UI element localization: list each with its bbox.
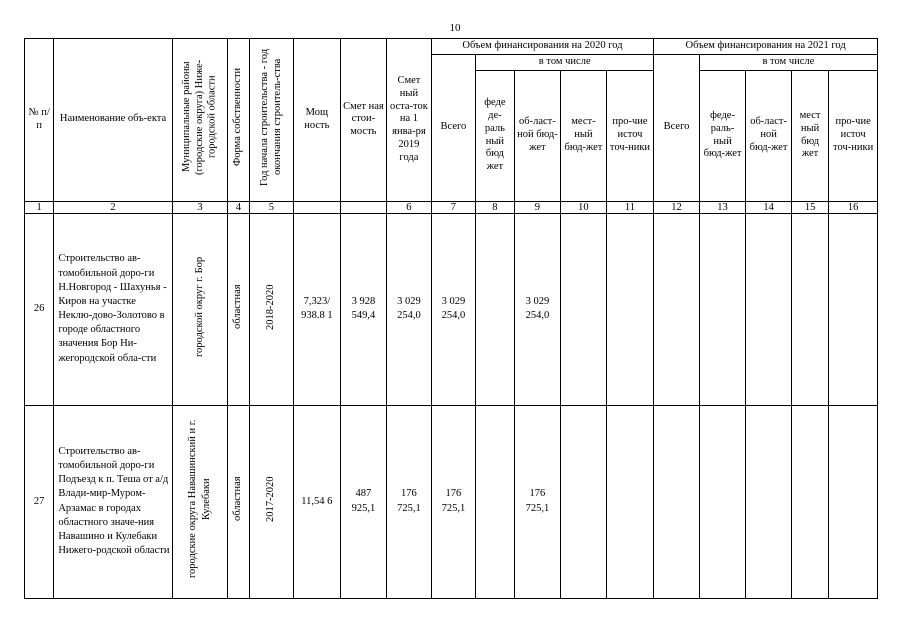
row-remaining: 176 725,1 <box>387 405 432 598</box>
col-number: 11 <box>606 201 654 213</box>
col-number: 13 <box>699 201 746 213</box>
header-total-2021: Всего <box>654 54 700 201</box>
header-local-2020: мест-ный бюд-жет <box>561 70 607 201</box>
header-name: Наименование объ-екта <box>54 39 172 202</box>
row-years: 2017-2020 <box>249 405 294 598</box>
col-number: 6 <box>387 201 432 213</box>
header-num: № п/п <box>25 39 54 202</box>
row-num: 27 <box>25 405 54 598</box>
col-number <box>294 201 341 213</box>
row-total-2020: 176 725,1 <box>431 405 476 598</box>
row-local-2021 <box>791 405 828 598</box>
col-number: 8 <box>476 201 514 213</box>
row-other-2021 <box>829 213 878 405</box>
row-regional-2020: 3 029 254,0 <box>514 213 561 405</box>
table-row <box>25 213 878 405</box>
row-other-2020 <box>606 213 654 405</box>
header-years: Год начала строительства - год окончания строитель-ства <box>249 39 294 202</box>
header-federal-2020: феде де-раль ный бюд жет <box>476 70 514 201</box>
column-number-row <box>25 201 878 213</box>
header-capacity: Мощ ность <box>294 39 341 202</box>
header-regional-2020: об-ласт-ной бюд-жет <box>514 70 561 201</box>
row-district: городской округ г. Бор <box>172 213 228 405</box>
row-federal-2021 <box>699 213 746 405</box>
header-including-2021: в том числе <box>699 54 877 70</box>
col-number: 7 <box>431 201 476 213</box>
col-number: 5 <box>249 201 294 213</box>
row-name: Строительство ав-томобильной доро-ги Подъезд к п. Теша от а/д Влади-мир-Муром-Арзамас в городах областного значе-ния Навашино и Кулебаки Нижего-родской области <box>54 405 172 598</box>
row-federal-2021 <box>699 405 746 598</box>
header-district: Муниципальные районы (городские округа) Ниже-городской области <box>172 39 228 202</box>
row-other-2021 <box>829 405 878 598</box>
row-federal-2020 <box>476 405 514 598</box>
page-number: 10 <box>449 22 461 34</box>
col-number: 14 <box>746 201 792 213</box>
row-ownership: областная <box>228 405 249 598</box>
header-including-2020: в том числе <box>476 54 654 70</box>
row-local-2021 <box>791 213 828 405</box>
row-regional-2020: 176 725,1 <box>514 405 561 598</box>
row-years: 2018-2020 <box>249 213 294 405</box>
header-regional-2021: об-ласт-ной бюд-жет <box>746 70 792 201</box>
col-number: 15 <box>791 201 828 213</box>
row-name: Строительство ав-томобильной доро-ги Н.Новгород - Шахунья - Киров на участке Неклю-дово-Золотово в городе областного значения Бор Ни-жегородской обла-сти <box>54 213 172 405</box>
col-number: 10 <box>561 201 607 213</box>
row-total-2020: 3 029 254,0 <box>431 213 476 405</box>
financing-table <box>24 38 878 599</box>
header-remaining: Смет ный оста-ток на 1 янва-ря 2019 года <box>387 39 432 202</box>
header-total-2020: Всего <box>431 54 476 201</box>
col-number: 2 <box>54 201 172 213</box>
row-regional-2021 <box>746 213 792 405</box>
header-ownership: Форма собственности <box>228 39 249 202</box>
header-other-2020: про-чие источ точ-ники <box>606 70 654 201</box>
header-federal-2021: феде-раль-ный бюд-жет <box>699 70 746 201</box>
row-capacity: 7,323/ 938.8 1 <box>294 213 341 405</box>
header-local-2021: мест ный бюд жет <box>791 70 828 201</box>
col-number: 16 <box>829 201 878 213</box>
table-row <box>25 405 878 598</box>
header-fin-2020: Объем финансирования на 2020 год <box>431 39 654 55</box>
row-estimate: 3 928 549,4 <box>340 213 387 405</box>
row-num: 26 <box>25 213 54 405</box>
col-number: 3 <box>172 201 228 213</box>
col-number: 9 <box>514 201 561 213</box>
header-other-2021: про-чие источ точ-ники <box>829 70 878 201</box>
header-estimate: Смет ная стои-мость <box>340 39 387 202</box>
col-number: 4 <box>228 201 249 213</box>
col-number: 1 <box>25 201 54 213</box>
row-estimate: 487 925,1 <box>340 405 387 598</box>
row-capacity: 11,54 6 <box>294 405 341 598</box>
row-local-2020 <box>561 405 607 598</box>
header-fin-2021: Объем финансирования на 2021 год <box>654 39 878 55</box>
col-number: 12 <box>654 201 700 213</box>
row-federal-2020 <box>476 213 514 405</box>
row-regional-2021 <box>746 405 792 598</box>
row-total-2021 <box>654 213 700 405</box>
col-number <box>340 201 387 213</box>
row-other-2020 <box>606 405 654 598</box>
row-local-2020 <box>561 213 607 405</box>
row-remaining: 3 029 254,0 <box>387 213 432 405</box>
row-total-2021 <box>654 405 700 598</box>
row-ownership: областная <box>228 213 249 405</box>
row-district: городские округа Навашинский и г. Кулебаки <box>172 405 228 598</box>
